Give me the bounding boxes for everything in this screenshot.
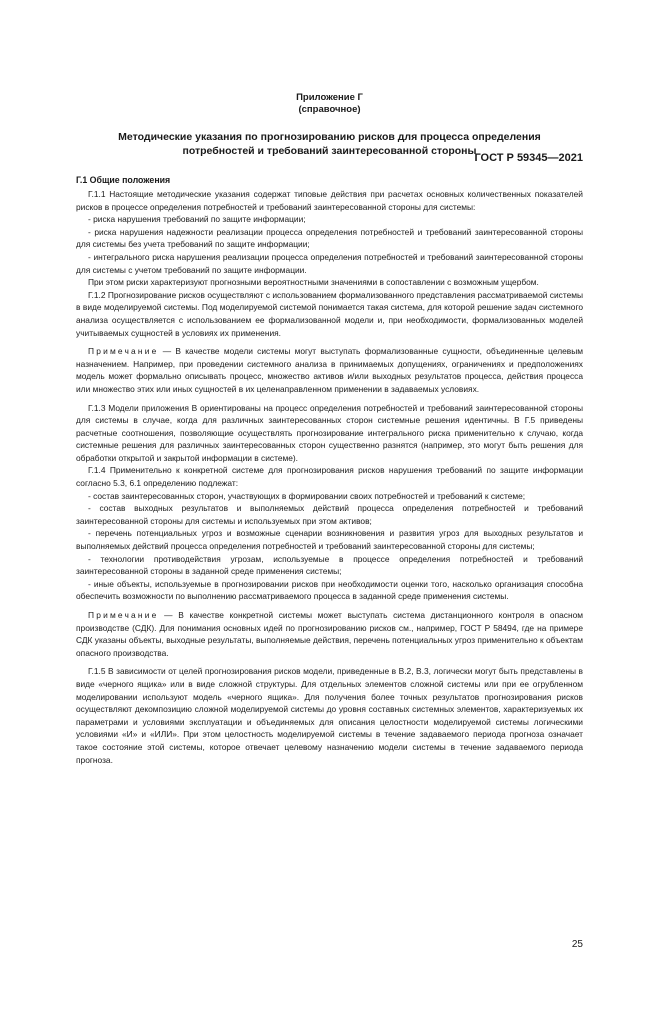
list-item: - перечень потенциальных угроз и возможные сценарии возникновения и развития угроз для выходных результатов и выполняемых действий процесса определения потребностей и требований заинтересованной стороны для системы; bbox=[76, 528, 583, 552]
document-code: ГОСТ Р 59345—2021 bbox=[474, 152, 583, 164]
list-item: - риска нарушения надежности реализации процесса определения потребностей и требований заинтересованной стороны для системы без учета требований по защите информации; bbox=[76, 226, 583, 250]
list-item: - состав выходных результатов и выполняемых действий процесса определения потребностей и требований заинтересованной стороны для системы и используемых при этом активов; bbox=[76, 503, 583, 526]
page-number: 25 bbox=[571, 939, 583, 950]
appendix-subtitle: (справочное) bbox=[298, 104, 361, 115]
note-text: — В качестве конкретной системы может выступать система дистанционного контроля в опасном производстве (СДК). Для понимания основных идей по прогнозированию рисков см., например, ГОСТ Р 58494, где на примере СДК указаны объекты, выходные результаты, выполняемые действия, перечень потенциальных угроз применительно к объектам опасного производства. bbox=[76, 610, 583, 658]
note-label: Примечание bbox=[88, 346, 159, 357]
document-page bbox=[0, 92, 661, 1027]
appendix-heading bbox=[76, 92, 583, 116]
note-text: — В качестве модели системы могут выступать формализованные сущности, объединенные целевым назначением. Например, при проведении системного анализа в принимаемых допущениях, ограничениях и предположениях модель может формально описывать процесс, множество активов и/или выходных результатов процесса, действия процесса или множество этих или иных сущностей в их целенаправленном применении в задаваемых условиях. bbox=[76, 346, 583, 394]
list-item: - интегрального риска нарушения реализации процесса определения потребностей и требований заинтересованной стороны для системы с учетом требований по защите информации. bbox=[76, 251, 583, 275]
paragraph: Г.1.4 Применительно к конкретной системе для прогнозирования рисков нарушения требований по защите информации согласно 5.3, 6.1 определению подлежат: bbox=[76, 465, 583, 489]
paragraph: Г.1.1 Настоящие методические указания содержат типовые действия при расчетах основных количественных показателей рисков в процессе определения потребностей и требований заинтересованной стороны для системы: bbox=[76, 189, 583, 212]
list-item: - состав заинтересованных сторон, участвующих в формировании своих потребностей и требований к системе; bbox=[88, 490, 526, 501]
list-item: - иные объекты, используемые в прогнозировании рисков при необходимости оценки того, насколько организация способна обеспечить возможности по выполнению рассматриваемого процесса в заданной среде применения системы. bbox=[76, 578, 583, 602]
appendix-title: Приложение Г bbox=[296, 92, 363, 103]
note-2 bbox=[76, 609, 583, 659]
paragraph: Г.1.2 Прогнозирование рисков осуществляют с использованием формализованного представления рассматриваемой системы в виде моделируемой системы. Под моделируемой системой понимается такая система, для которой решение задач системного анализа осуществляется с использованием ее формализованной модели и, при необходимости, формализованных моделей учитываемых сущностей в условиях их применения. bbox=[76, 289, 583, 338]
title-line-1: Методические указания по прогнозированию рисков для процесса определения bbox=[118, 131, 541, 143]
note-label: Примечание bbox=[88, 610, 159, 620]
list-item: - технологии противодействия угрозам, используемые в процессе определения потребностей и требований заинтересованной стороны в заданной среде применения системы; bbox=[76, 553, 583, 577]
paragraph: Г.1.5 В зависимости от целей прогнозирования рисков модели, приведенные в В.2, В.3, логически могут быть представлены в виде «черного ящика» или в виде сложной структуры. Для отдельных элементов сложной системы или при ее огрубленном моделировании используют модель «черного ящика». Для получения более точных результатов прогнозирования рисков осуществляют декомпозицию сложной моделируемой системы до уровня составных системных элементов, характеризуемых их параметрами и условиями эксплуатации и объединяемых для описания целостности моделируемой системы логическими условиями «И» и «ИЛИ». При этом целостность моделируемой системы в течение задаваемого периода прогноза означает такое состояние этой системы, которое отвечает целевому назначению модели системы в течение задаваемого периода прогноза. bbox=[76, 666, 583, 765]
section-heading: Г.1 Общие положения bbox=[76, 175, 171, 185]
paragraph: Г.1.3 Модели приложения В ориентированы на процесс определения потребностей и требований заинтересованной стороны для системы в случае, когда для различных заинтересованных сторон системные решения идентичны. В Г.5 приведены расчетные соотношения, позволяющие осуществлять прогнозирование интегрального риска применительно к случаю, когда системные решения для различных заинтересованных сторон существенно разнятся (например, это могут быть решения для обработки открытой и закрытой информации в системе). bbox=[76, 402, 583, 463]
list-item: - риска нарушения требований по защите информации; bbox=[88, 214, 306, 225]
document-body bbox=[76, 188, 583, 766]
paragraph: При этом риски характеризуют прогнозными вероятностными значениями в сопоставлении с возможным ущербом. bbox=[88, 277, 539, 288]
note-1 bbox=[76, 345, 583, 395]
title-line-2: потребностей и требований заинтересованной стороны bbox=[182, 145, 477, 157]
